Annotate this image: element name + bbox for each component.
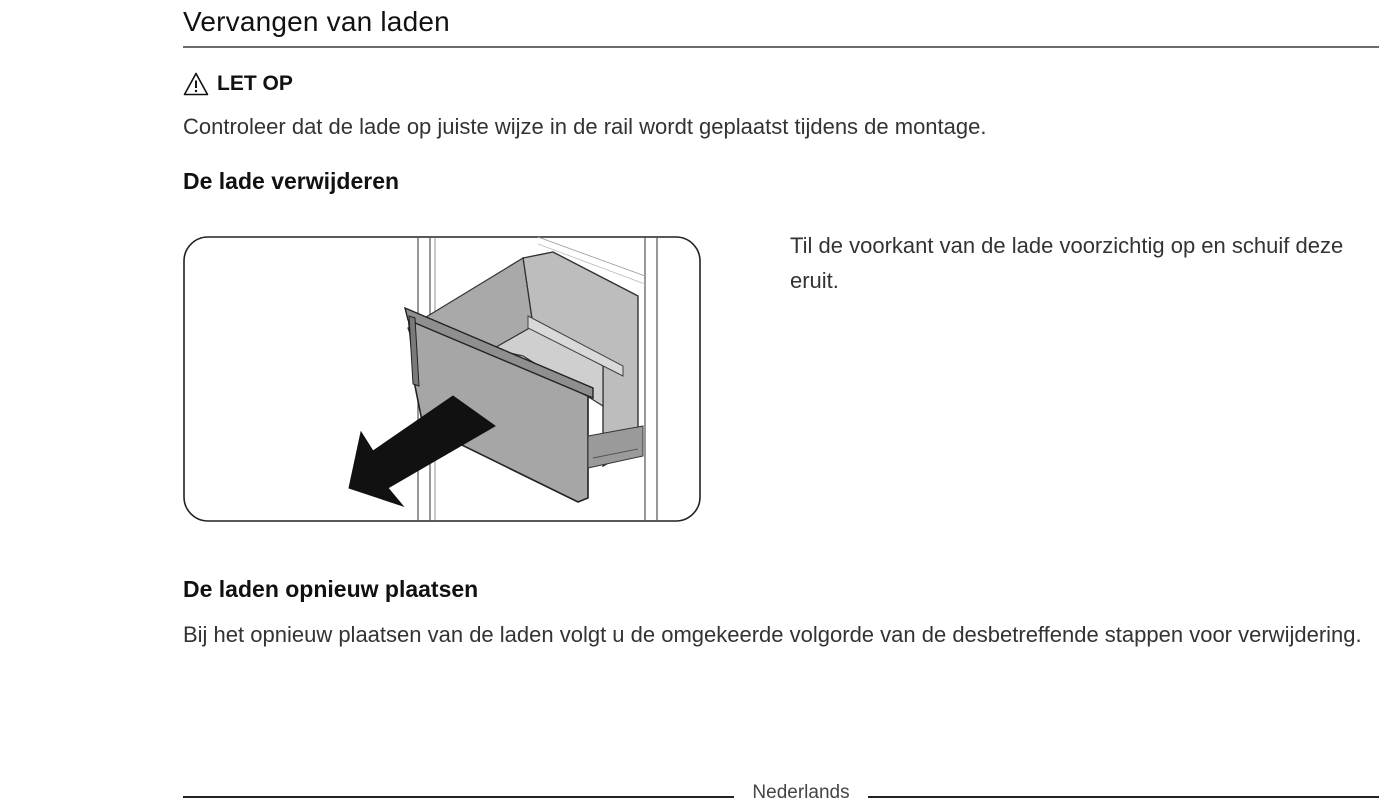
section-title: Vervangen van laden <box>183 6 450 37</box>
title-divider <box>183 46 1379 48</box>
caution-label: LET OP <box>217 72 293 95</box>
remove-drawer-instruction: Til de voorkant van de lade voorzichtig op en schuif deze eruit. <box>790 233 1344 293</box>
remove-drawer-heading: De lade verwijderen <box>183 168 400 194</box>
warning-triangle-icon <box>183 72 209 96</box>
footer-divider-left <box>183 796 734 798</box>
drawer-removal-illustration <box>183 236 701 522</box>
footer-language: Nederlands <box>752 782 850 803</box>
footer-divider-right <box>868 796 1379 798</box>
replace-drawers-heading: De laden opnieuw plaatsen <box>183 576 479 602</box>
replace-drawers-instruction: Bij het opnieuw plaatsen van de laden volgt u de omgekeerde volgorde van de desbetreffende stappen voor verwijdering. <box>183 622 1362 647</box>
caution-notice <box>183 72 293 96</box>
caution-text: Controleer dat de lade op juiste wijze in de rail wordt geplaatst tijdens de montage. <box>183 114 987 139</box>
